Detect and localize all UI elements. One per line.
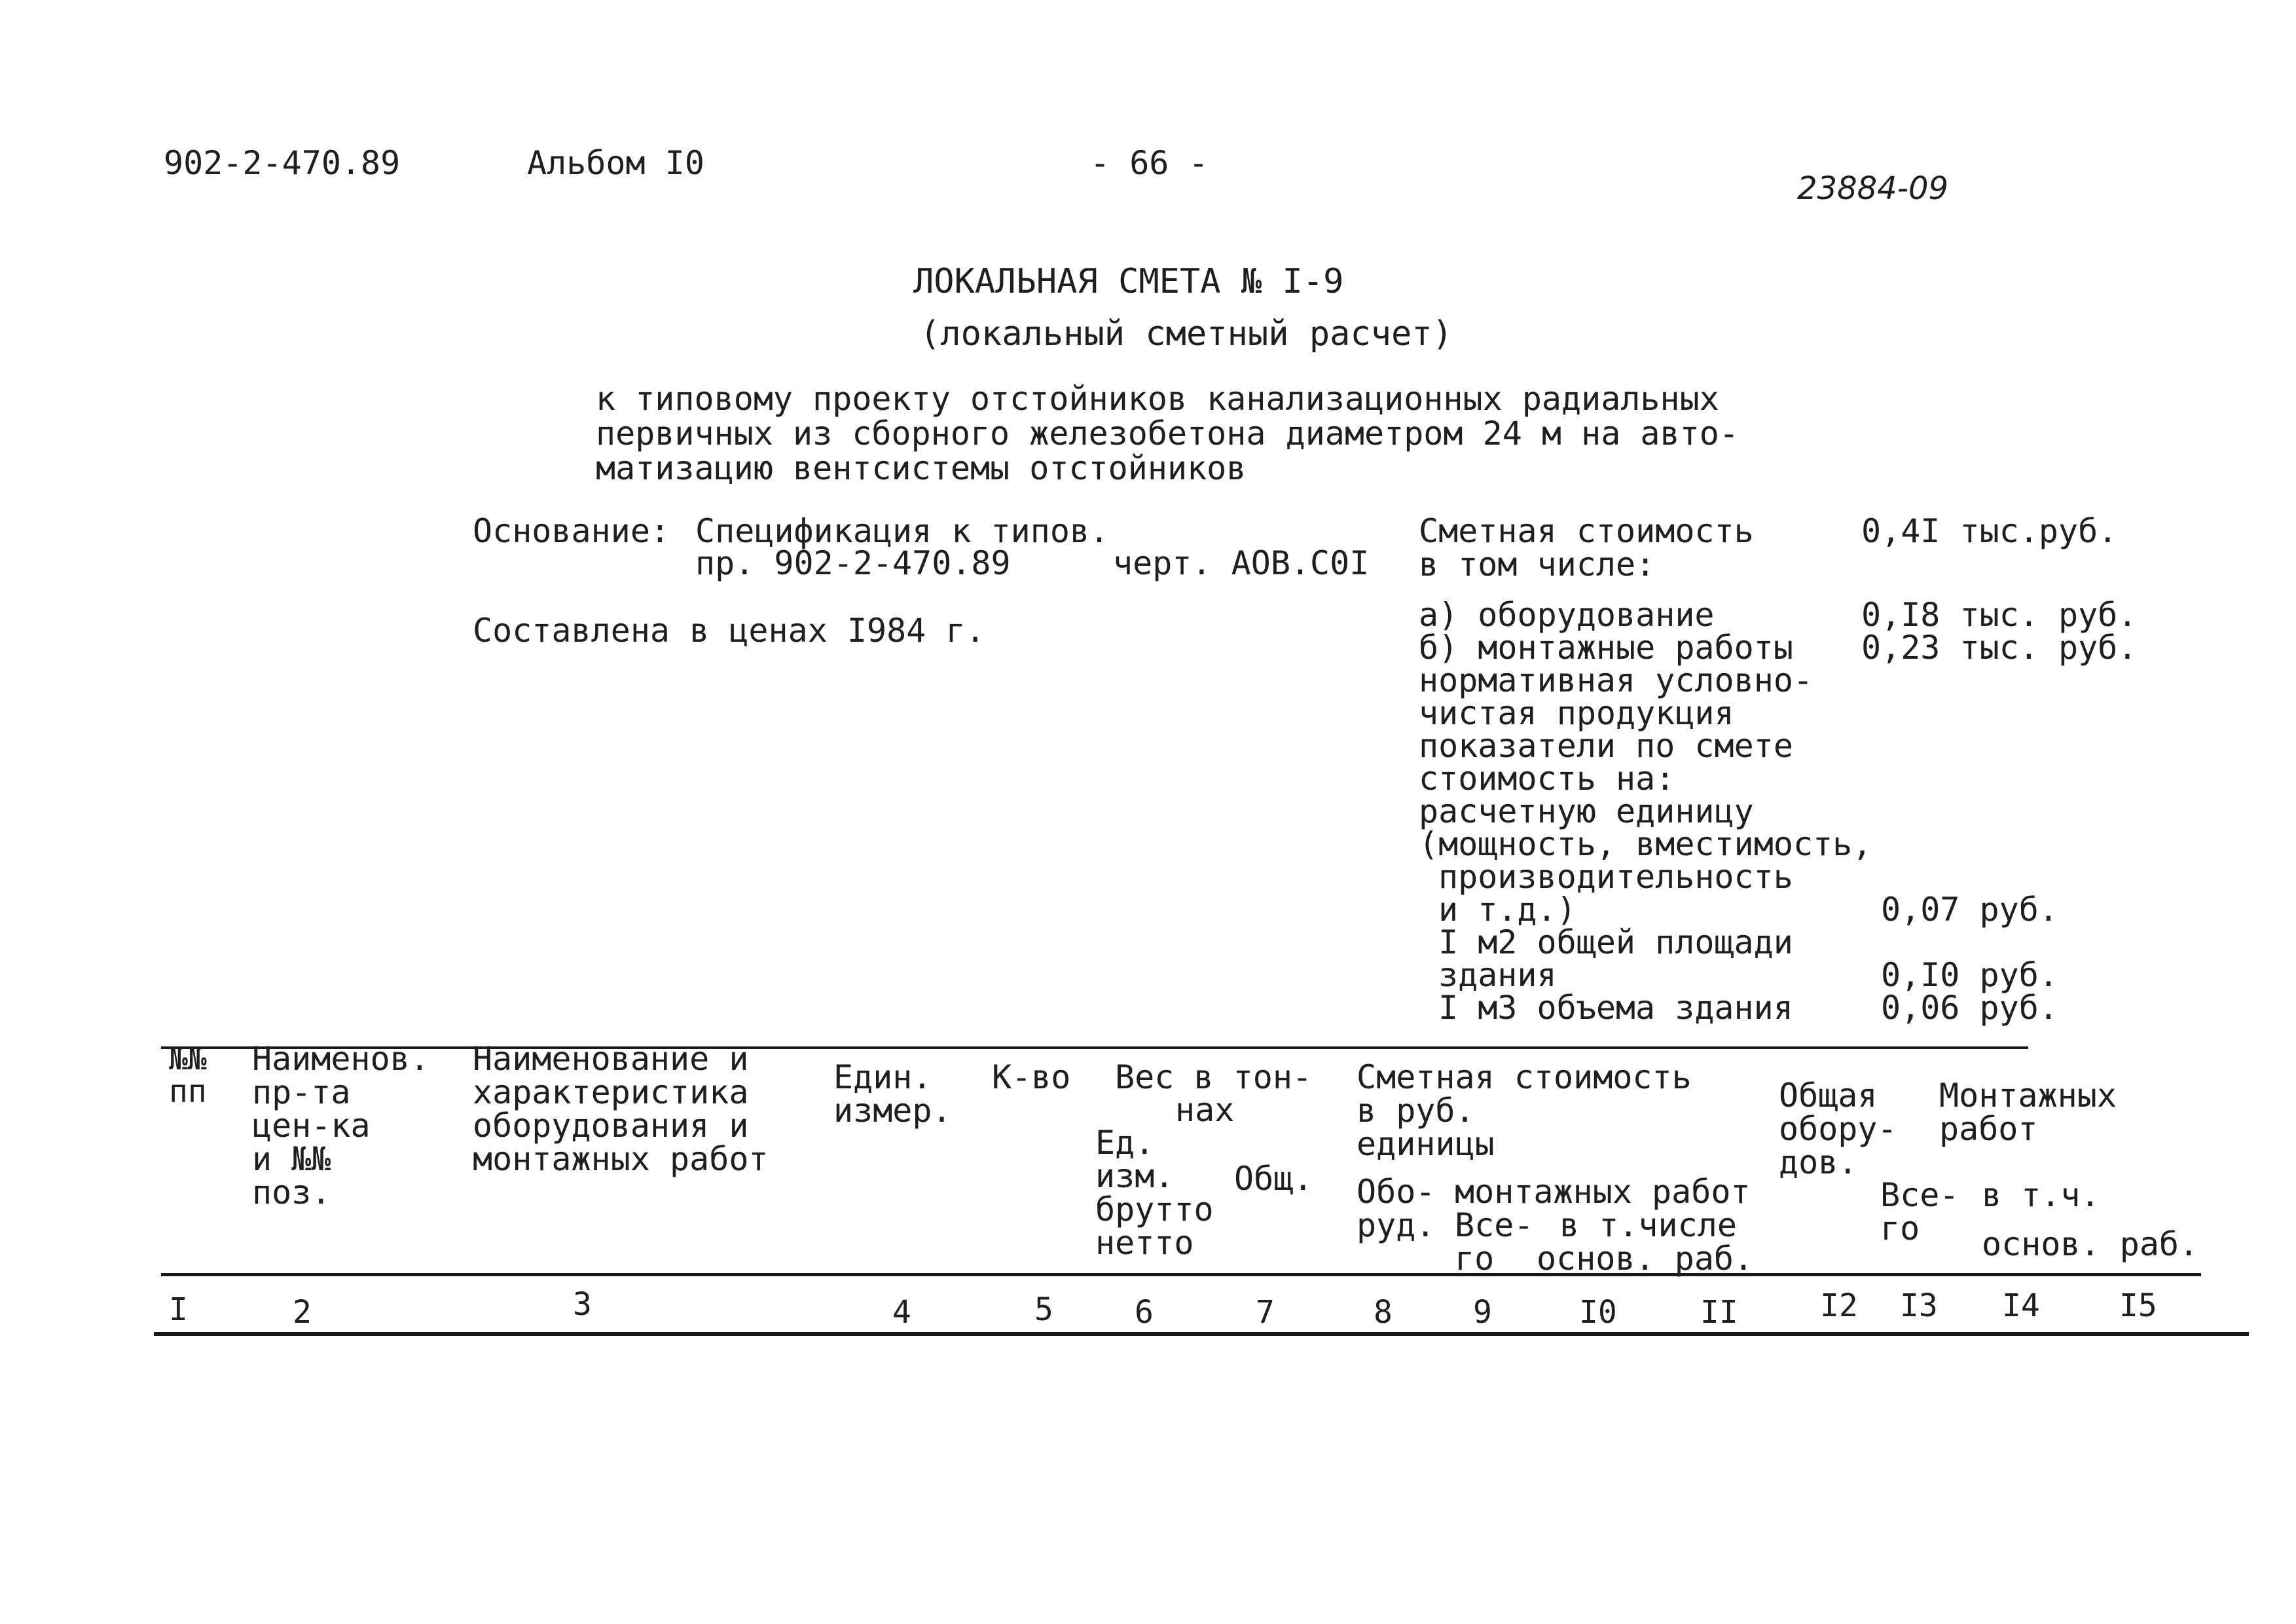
document-subtitle: (локальный сметный расчет) — [920, 314, 1453, 354]
basis-label: Основание: — [473, 512, 670, 550]
col-header-weight-total: Общ. — [1234, 1160, 1313, 1198]
column-number: 2 — [293, 1294, 312, 1331]
col-header-number: №№ пп — [169, 1041, 207, 1110]
column-number: 5 — [1034, 1291, 1053, 1328]
installation-cost-value: 0,23 тыс. руб. — [1861, 629, 2138, 667]
col-header-cost-incl: в т.числе — [1559, 1206, 1737, 1244]
col-header-weight-unit: Ед. изм. брутто нетто — [1095, 1124, 1214, 1262]
total-cost-label-2: в том числе: — [1419, 545, 1656, 583]
col-header-quantity: К-во — [992, 1058, 1071, 1096]
table-top-rule — [161, 1046, 2028, 1049]
total-cost-label-1: Сметная стоимость — [1419, 512, 1754, 550]
col-header-total-basic: основ. раб. — [1982, 1225, 2199, 1263]
col-header-description: Наименование и характеристика оборудования и монтажных работ — [473, 1040, 769, 1178]
basis-line-2: пр. 902-2-470.89 — [695, 544, 1011, 582]
purpose-line-3: матизацию вентсистемы отстойников — [596, 449, 1247, 487]
unit-cost-label: и т.д.) — [1438, 891, 1576, 929]
col-header-weight-b: нах — [1175, 1091, 1235, 1129]
basis-line-1: Спецификация к типов. — [695, 512, 1110, 550]
column-number: I0 — [1579, 1294, 1617, 1331]
area-label-2: здания — [1438, 956, 1557, 994]
col-header-cost-total: Все- го — [1455, 1206, 1534, 1278]
header-bottom-rule — [161, 1273, 2201, 1276]
volume-cost-value: 0,06 руб. — [1881, 989, 2058, 1027]
total-cost-value: 0,4I тыс.руб. — [1861, 512, 2118, 550]
column-number: I4 — [2002, 1287, 2040, 1324]
col-header-cost-equipment: Обо- руд. — [1357, 1173, 1436, 1244]
col-header-cost-basic: основ. раб. — [1537, 1240, 1754, 1278]
volume-label: I м3 объема здания — [1438, 989, 1793, 1027]
productivity-label: производительность — [1438, 858, 1793, 896]
column-number: 4 — [892, 1294, 911, 1331]
purpose-line-2: первичных из сборного железобетона диаметром 24 м на авто- — [596, 415, 1739, 452]
inventory-number: 23884-09 — [1797, 170, 1949, 207]
installation-cost-label: б) монтажные работы — [1419, 629, 1793, 667]
document-code: 902-2-470.89 — [164, 144, 401, 182]
column-number: 6 — [1135, 1294, 1154, 1331]
column-number: 7 — [1256, 1294, 1275, 1331]
purpose-line-1: к типовому проекту отстойников канализационных радиальных — [596, 380, 1719, 418]
column-number: I5 — [2119, 1287, 2157, 1324]
column-number: I2 — [1820, 1287, 1858, 1324]
column-number: II — [1700, 1294, 1738, 1331]
column-number: 9 — [1473, 1294, 1492, 1331]
basis-drawing: черт. АОВ.С0I — [1113, 544, 1370, 582]
column-numbers-bottom-rule — [154, 1332, 2249, 1336]
column-number: I3 — [1900, 1287, 1938, 1324]
col-header-total-all: Все- го — [1880, 1176, 1959, 1247]
col-header-cost-title: Сметная стоимость в руб. единицы — [1357, 1058, 1692, 1163]
document-title: ЛОКАЛЬНАЯ СМЕТА № I-9 — [913, 262, 1344, 301]
col-header-cost-installation: монтажных работ — [1455, 1173, 1751, 1211]
col-header-weight-a: Вес в тон- — [1115, 1058, 1313, 1096]
area-label-1: I м2 общей площади — [1438, 923, 1793, 961]
price-basis: Составлена в ценах I984 г. — [473, 612, 985, 650]
unit-cost-value: 0,07 руб. — [1881, 891, 2058, 929]
col-header-total-equipment: Общая обору- дов. — [1779, 1077, 1897, 1181]
col-header-total-installation: Монтажных работ — [1939, 1077, 2117, 1148]
indicators-block: нормативная условно- чистая продукция показатели по смете стоимость на: расчетную единицу (мощность, вместимость, — [1419, 661, 1872, 863]
page-number: - 66 - — [1090, 144, 1209, 182]
album-label: Альбом I0 — [527, 144, 704, 182]
equipment-cost-value: 0,I8 тыс. руб. — [1861, 596, 2138, 634]
column-number: 8 — [1374, 1294, 1393, 1331]
area-cost-value: 0,I0 руб. — [1881, 956, 2058, 994]
column-number: I — [169, 1291, 188, 1328]
equipment-cost-label: а) оборудование — [1419, 596, 1715, 634]
col-header-total-incl: в т.ч. — [1982, 1176, 2100, 1214]
column-number: 3 — [573, 1286, 592, 1323]
col-header-unit: Един. измер. — [833, 1058, 952, 1130]
col-header-price-ref: Наименов. пр-та цен-ка и №№ поз. — [252, 1040, 429, 1211]
